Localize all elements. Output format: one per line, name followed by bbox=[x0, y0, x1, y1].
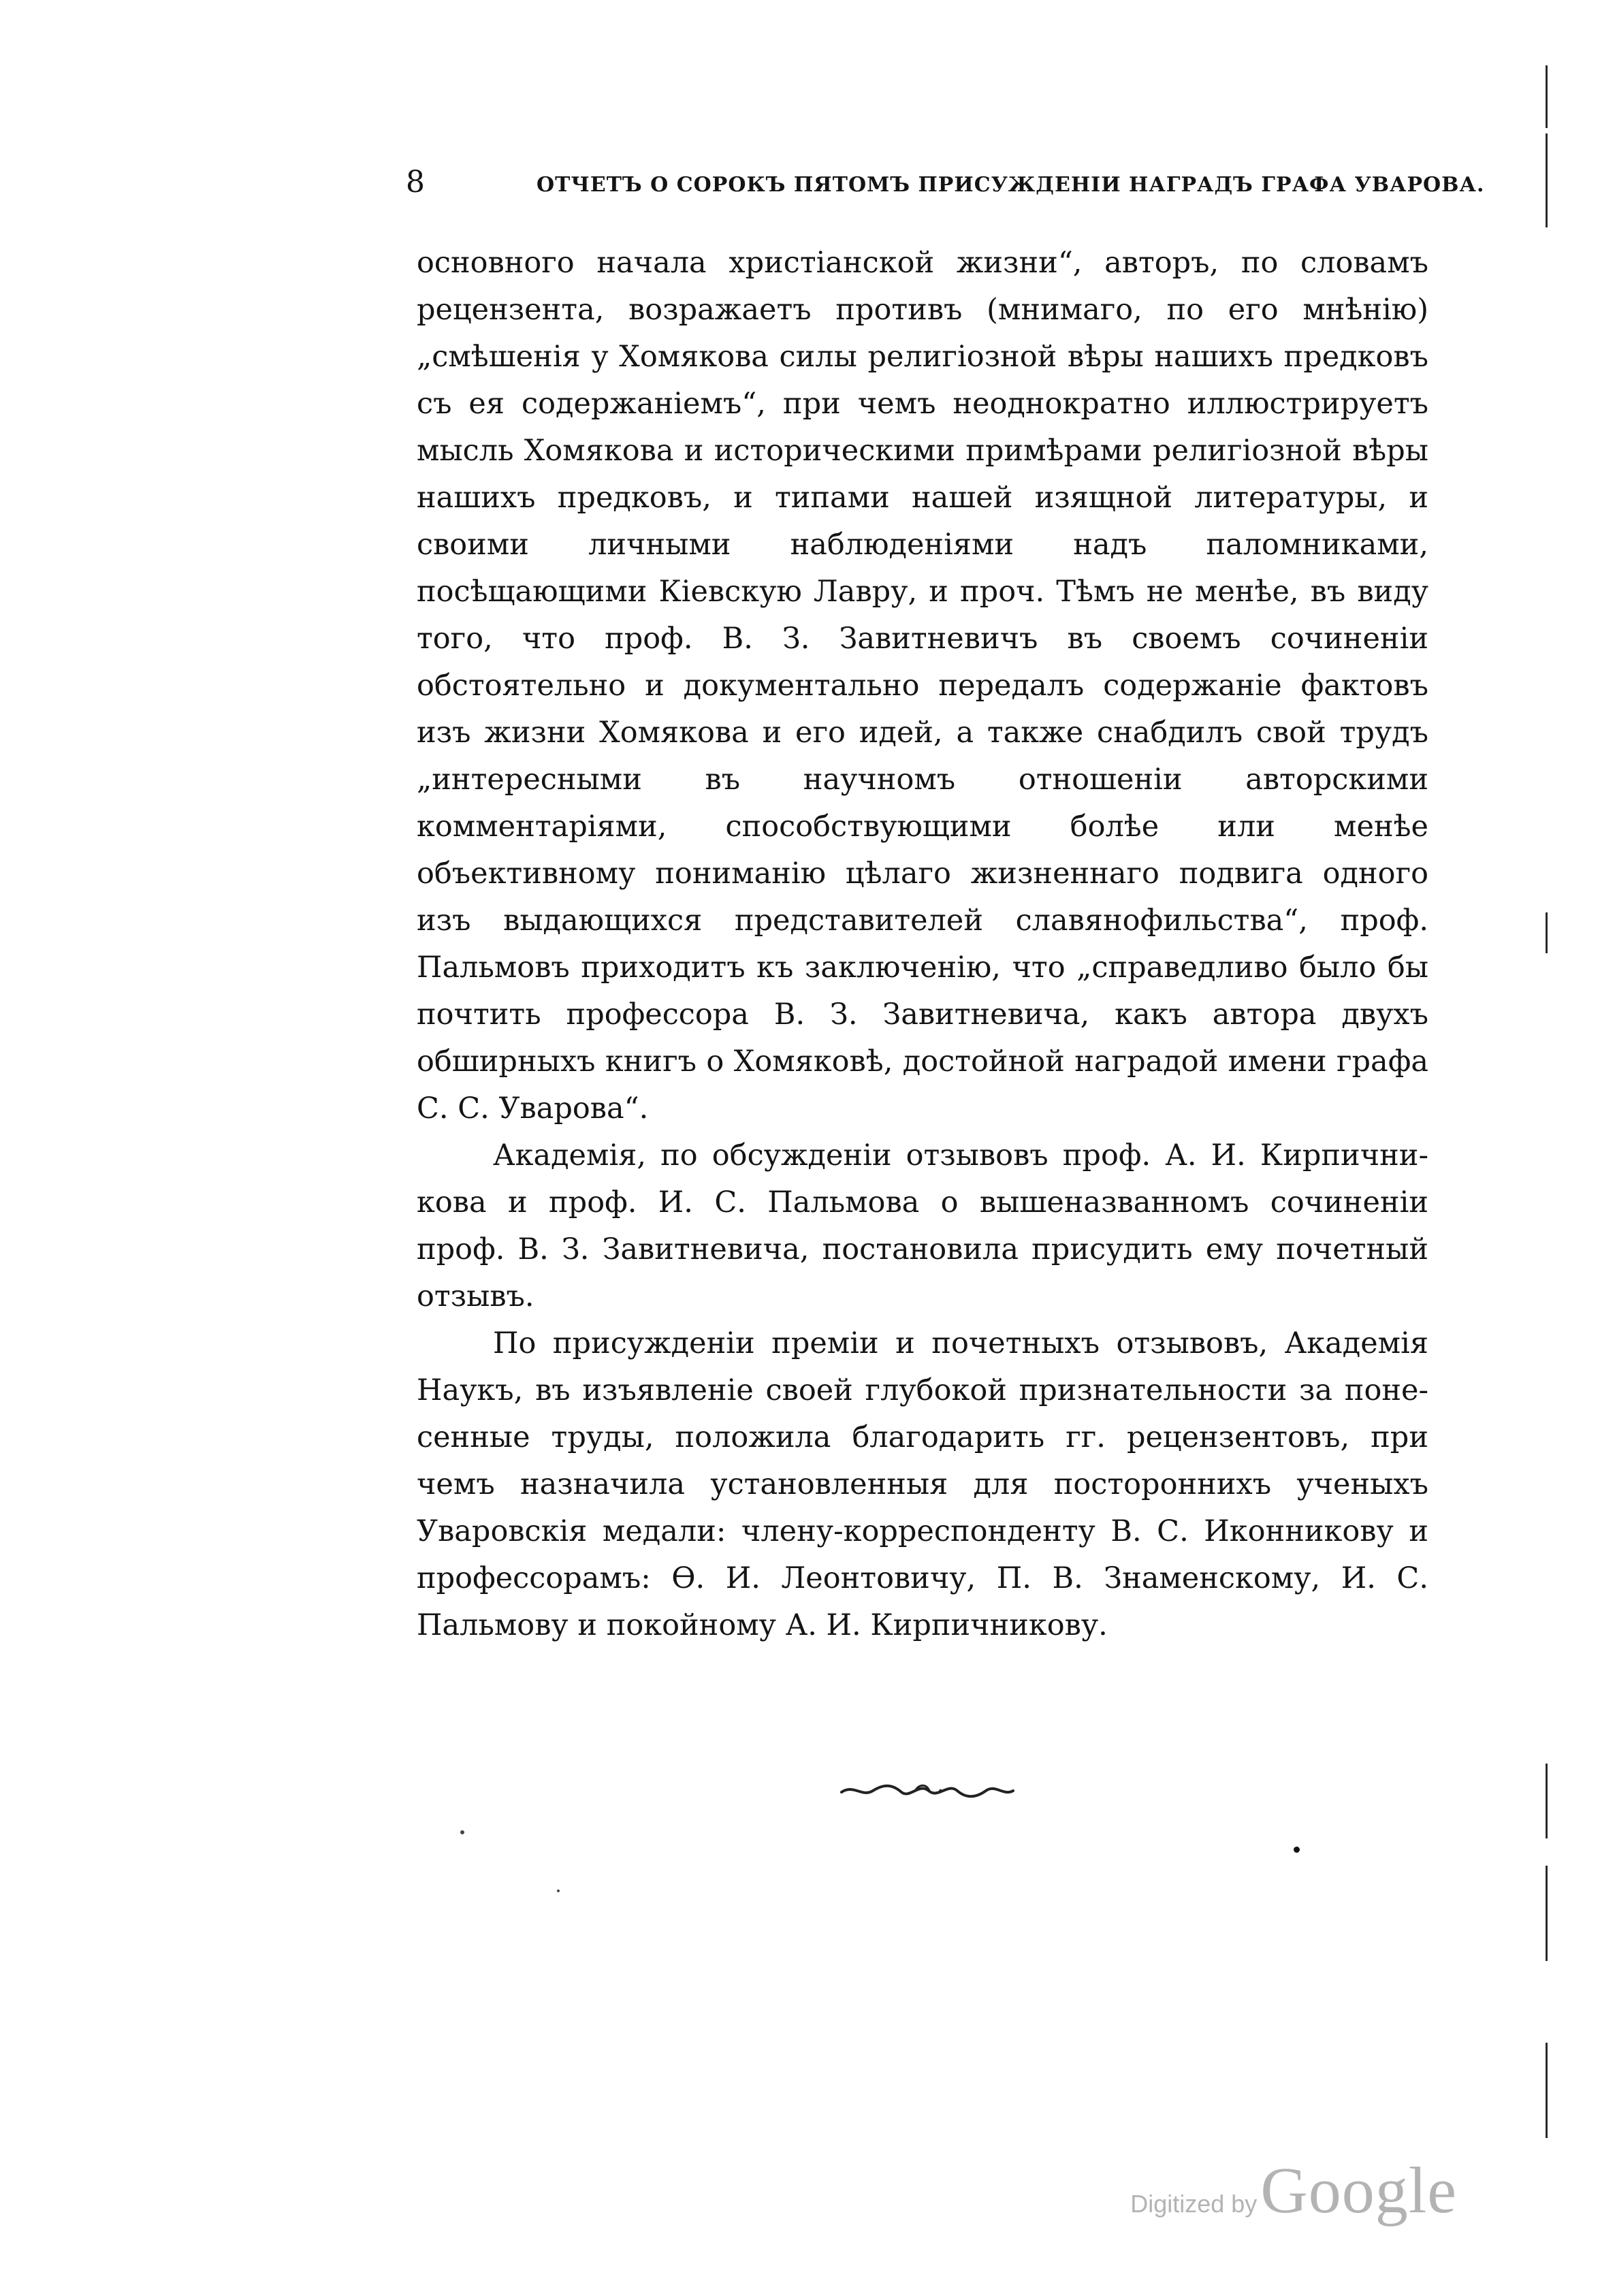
scan-edge-line bbox=[1546, 2043, 1548, 2138]
digitization-watermark bbox=[1130, 2152, 1457, 2228]
scan-edge-line bbox=[1546, 912, 1548, 953]
paragraph: основного начала христіанской жизни“, авторъ, по словамъ рецензента, возражаетъ противъ (мнимаго, по его мнѣнію) „смѣшенія у Хомякова силы религіозной вѣры нашихъ предковъ съ ея содержаніемъ“, при чемъ неоднократно иллюстрируетъ мысль Хомякова и историческими примѣрами религіозной вѣры нашихъ предковъ, и типами нашей изящной литературы, и своими личными наблюденіями надъ паломниками, посѣщающими Кіевскую Лавру, и проч. Тѣмъ не менѣе, въ виду того, что проф. В. З. Завитневичъ въ своемъ сочиненіи обстоятельно и документально передалъ содержаніе фактовъ изъ жизни Хомякова и его идей, а также снабдилъ свой трудъ „интересными въ научномъ отношеніи авторскими комментаріями, способствующими болѣе или менѣе объективному пониманію цѣлаго жизненнаго подвига одного изъ выдающихся представителей славянофильства“, проф. Пальмовъ приходитъ къ заключенію, что „справедливо было бы почтить профессора В. З. Завитневича, какъ автора двухъ обширныхъ книгъ о Хомяковѣ, достойной наградой имени графа С. С. Уварова“. bbox=[417, 246, 1428, 1126]
body-text bbox=[417, 240, 1428, 1649]
scan-edge-line bbox=[1546, 1866, 1548, 1961]
google-logo: Google bbox=[1260, 2154, 1457, 2227]
scan-edge-line bbox=[1546, 65, 1548, 128]
page-number: 8 bbox=[406, 165, 425, 200]
print-speck bbox=[460, 1830, 464, 1834]
ornament-flourish bbox=[839, 1777, 1016, 1804]
paragraph: Академія, по обсужденіи отзывовъ проф. А. И. Кирпичникова и проф. И. С. Пальмова о вышеназванномъ сочиненіи проф. В. З. Завитневича, постановила присудить ему почетный отзывъ. bbox=[417, 1138, 1428, 1313]
print-speck bbox=[557, 1890, 560, 1892]
running-title: ОТЧЕТЪ О СОРОКЪ ПЯТОМЪ ПРИСУЖДЕНІИ НАГРАДЪ ГРАФА УВАРОВА. bbox=[537, 173, 1485, 197]
scan-edge-line bbox=[1546, 1764, 1548, 1838]
paragraph: По присужденіи преміи и почетныхъ отзывовъ, Академія Наукъ, въ изъявленіе своей глубокой признательности за понесенные труды, положила благодарить гг. рецензентовъ, при чемъ назначила установленныя для постороннихъ ученыхъ Уваровскія медали: члену-корреспонденту В. С. Иконникову и профессорамъ: Ѳ. И. Леонтовичу, П. В. Знаменскому, И. С. Пальмову и покойному А. И. Кирпичникову. bbox=[417, 1326, 1428, 1642]
print-speck bbox=[1294, 1847, 1300, 1853]
watermark-prefix: Digitized by bbox=[1130, 2190, 1258, 2218]
scan-edge-line bbox=[1546, 133, 1548, 227]
